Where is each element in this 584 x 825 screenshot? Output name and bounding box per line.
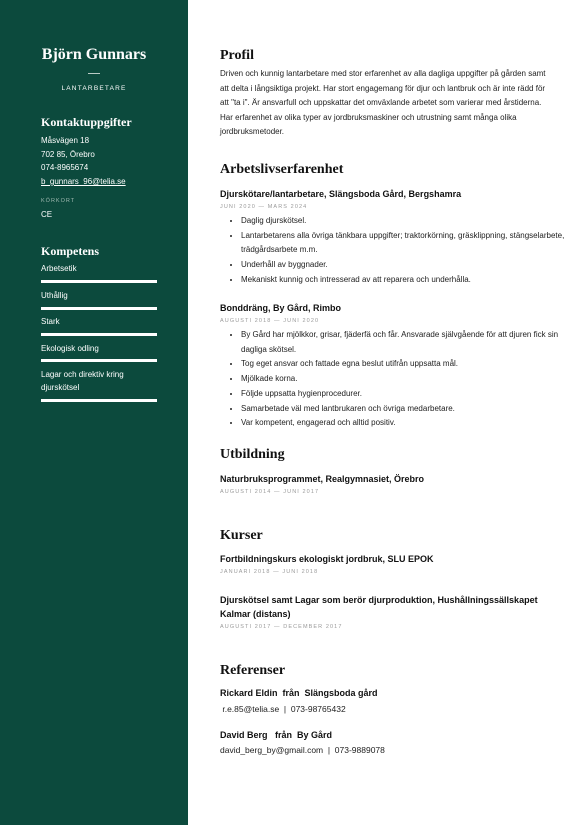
education-dates: AUGUSTI 2014 — JUNI 2017 [220,489,320,495]
skill-label: Uthållig [41,291,68,300]
education-heading: Utbildning [220,447,285,462]
sidebar [0,0,188,825]
education-title: Naturbruksprogrammet, Realgymnasiet, Örebro [220,474,425,484]
course-title: Fortbildningskurs ekologiskt jordbruk, SLU EPOK [220,554,434,564]
skill-label: Arbetsetik [41,264,77,273]
experience-heading: Arbetslivserfarenhet [220,162,344,177]
main-content [188,0,584,825]
job-title: Djurskötare/lantarbetare, Slängsboda Gård, Bergshamra [220,189,462,199]
reference-name: Rickard Eldin från Slängsboda gård [220,688,378,698]
job-dates: JUNI 2020 — MARS 2024 [220,204,308,210]
course-title: Djurskötsel samt Lagar som berör djurproduktion, Hushållningssällskapet Kalmar (distans) [220,595,538,619]
skill-level-bar [41,307,157,310]
skills-heading: Kompetens [41,244,99,258]
skill-label: Lagar och direktiv kring djurskötsel [41,370,124,392]
list-item: • Följde uppsatta hygienprocedurer. [241,387,571,402]
contact-address: Måsvägen 18 [41,136,90,145]
list-item: • Underhåll av byggnader. [241,258,571,273]
skill-label: Stark [41,317,60,326]
reference-contact: david_berg_by@gmail.com | 073-9889078 [220,745,385,755]
list-item: • By Gård har mjölkkor, grisar, fjäderfä och får. Ansvarade självgående för att djuren fick sin dagliga skötsel. [241,328,571,357]
reference-contact: r.e.85@telia.se | 073-98765432 [220,704,346,714]
list-item: • Lantarbetarens alla övriga tänkbara uppgifter; traktorkörning, gräsklippning, stängselarbete, trädgårdsarbete m.m. [241,229,571,258]
job-dates: AUGUSTI 2018 — JUNI 2020 [220,318,320,324]
references-heading: Referenser [220,663,286,678]
profile-heading: Profil [220,48,254,63]
contact-phone: 074-8965674 [41,163,89,172]
list-item: • Samarbetade väl med lantbrukaren och övriga medarbetare. [241,402,571,417]
license-value: CE [41,210,53,219]
reference-name: David Berg från By Gård [220,730,333,740]
skill-level-bar [41,333,157,336]
job-role: LANTARBETARE [61,85,127,92]
list-item: • Var kompetent, engagerad och alltid positiv. [241,416,571,431]
candidate-name: Björn Gunnars [41,46,147,63]
list-item: • Daglig djurskötsel. [241,214,571,229]
course-dates: AUGUSTI 2017 — DECEMBER 2017 [220,624,343,630]
list-item: • Mjölkade korna. [241,372,571,387]
profile-text: Driven och kunnig lantarbetare med stor erfarenhet av alla dagliga uppgifter på gården samt att delta i långsiktiga projekt. Har stort engagemang för djur och lantbruk och är inte rädd för att "ta i". Är ansvarfull och uppskattar det omväxlande arbetet som varierar med årstiderna. Har erfarenhet av olika typer av jordbruksmaskiner och utrustning samt många olika jordbruksmetoder. [220,69,546,136]
list-item: • Mekaniskt kunnig och intresserad av att reparera och underhålla. [241,273,571,288]
skill-level-bar [41,280,157,283]
skill-level-bar [41,359,157,362]
skill-level-bar [41,399,157,402]
contact-heading: Kontaktuppgifter [41,115,132,129]
job-title: Bonddräng, By Gård, Rimbo [220,303,342,313]
contact-email-link[interactable]: b_gunnars_96@telia.se [41,177,126,186]
license-label: KÖRKORT [41,198,76,204]
job-bullets [220,328,571,431]
contact-city: 702 85, Örebro [41,150,95,159]
course-dates: JANUARI 2018 — JUNI 2018 [220,569,319,575]
name-divider [88,73,100,74]
skill-label: Ekologisk odling [41,344,99,353]
job-bullets [220,214,571,288]
list-item: • Tog eget ansvar och fattade egna beslut utifrån uppsatta mål. [241,357,571,372]
courses-heading: Kurser [220,528,263,543]
